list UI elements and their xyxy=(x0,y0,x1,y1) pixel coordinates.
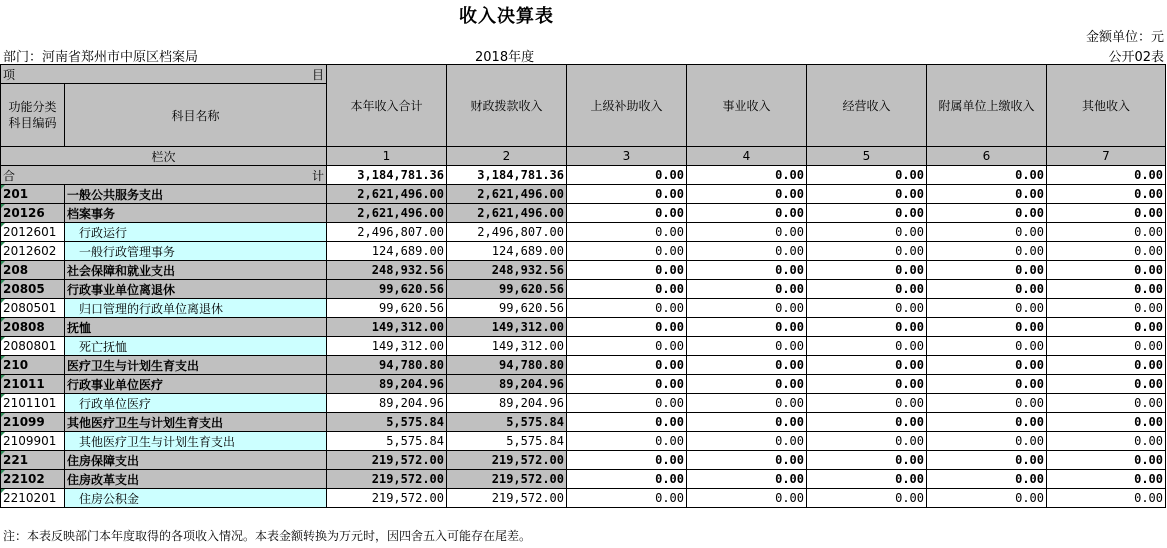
amount-cell: 0.00 xyxy=(1047,375,1166,394)
header-row-1 xyxy=(1,65,1166,84)
amount-cell: 0.00 xyxy=(1047,318,1166,337)
amount-cell: 99,620.56 xyxy=(447,299,567,318)
amount-cell: 0.00 xyxy=(687,356,807,375)
table-row xyxy=(1,356,1166,375)
department-label: 部门：河南省郑州市中原区档案局 xyxy=(3,50,199,65)
amount-cell: 0.00 xyxy=(927,280,1047,299)
amount-cell: 94,780.80 xyxy=(327,356,447,375)
amount-cell: 0.00 xyxy=(807,394,927,413)
col-number: 7 xyxy=(1047,147,1166,166)
form-number: 公开02表 xyxy=(1108,50,1164,65)
subject-code: 210 xyxy=(1,356,65,375)
subject-code: 2101101 xyxy=(1,394,65,413)
amount-cell: 0.00 xyxy=(1047,356,1166,375)
table-row xyxy=(1,489,1166,508)
amount-cell: 0.00 xyxy=(567,204,687,223)
amount-cell: 0.00 xyxy=(687,413,807,432)
subject-code: 21099 xyxy=(1,413,65,432)
subject-name: 行政事业单位医疗 xyxy=(65,375,327,394)
amount-cell: 0.00 xyxy=(927,451,1047,470)
amount-cell: 149,312.00 xyxy=(447,318,567,337)
amount-cell: 0.00 xyxy=(1047,223,1166,242)
amount-cell: 0.00 xyxy=(927,185,1047,204)
amount-cell: 2,496,807.00 xyxy=(327,223,447,242)
total-value: 0.00 xyxy=(927,166,1047,185)
lanci-label: 栏次 xyxy=(1,147,327,166)
func-code-header: 功能分类科目编码 xyxy=(1,84,65,147)
amount-cell: 0.00 xyxy=(1047,280,1166,299)
col-number: 4 xyxy=(687,147,807,166)
subject-code: 2012602 xyxy=(1,242,65,261)
amount-cell: 0.00 xyxy=(687,280,807,299)
amount-cell: 248,932.56 xyxy=(327,261,447,280)
amount-cell: 0.00 xyxy=(807,185,927,204)
amount-cell: 0.00 xyxy=(807,432,927,451)
amount-cell: 99,620.56 xyxy=(327,280,447,299)
amount-cell: 0.00 xyxy=(567,280,687,299)
xiang-label: 项 xyxy=(3,67,16,82)
total-value: 3,184,781.36 xyxy=(447,166,567,185)
table-row xyxy=(1,223,1166,242)
amount-cell: 0.00 xyxy=(1047,337,1166,356)
amount-cell: 0.00 xyxy=(927,432,1047,451)
amount-cell: 0.00 xyxy=(687,394,807,413)
amount-cell: 5,575.84 xyxy=(447,413,567,432)
amount-cell: 0.00 xyxy=(687,432,807,451)
amount-cell: 0.00 xyxy=(927,204,1047,223)
amount-cell: 124,689.00 xyxy=(327,242,447,261)
subject-code: 201 xyxy=(1,185,65,204)
amount-cell: 89,204.96 xyxy=(447,394,567,413)
amount-cell: 0.00 xyxy=(1047,470,1166,489)
amount-cell: 94,780.80 xyxy=(447,356,567,375)
amount-cell: 2,621,496.00 xyxy=(327,185,447,204)
amount-cell: 5,575.84 xyxy=(327,413,447,432)
amount-cell: 0.00 xyxy=(567,413,687,432)
total-value: 3,184,781.36 xyxy=(327,166,447,185)
amount-cell: 0.00 xyxy=(687,299,807,318)
amount-cell: 0.00 xyxy=(687,337,807,356)
subject-name: 抚恤 xyxy=(65,318,327,337)
amount-cell: 0.00 xyxy=(927,375,1047,394)
amount-cell: 0.00 xyxy=(567,489,687,508)
amount-cell: 219,572.00 xyxy=(327,470,447,489)
total-label-right: 计 xyxy=(311,168,324,183)
amount-cell: 0.00 xyxy=(687,489,807,508)
amount-cell: 0.00 xyxy=(1047,299,1166,318)
table-row xyxy=(1,413,1166,432)
subject-name: 社会保障和就业支出 xyxy=(65,261,327,280)
amount-cell: 5,575.84 xyxy=(447,432,567,451)
table-row xyxy=(1,394,1166,413)
amount-cell: 0.00 xyxy=(567,356,687,375)
amount-cell: 5,575.84 xyxy=(327,432,447,451)
amount-cell: 219,572.00 xyxy=(447,489,567,508)
subject-name: 住房公积金 xyxy=(65,489,327,508)
amount-cell: 0.00 xyxy=(807,299,927,318)
subject-name: 其他医疗卫生与计划生育支出 xyxy=(65,413,327,432)
amount-cell: 2,621,496.00 xyxy=(447,185,567,204)
col-number: 6 xyxy=(927,147,1047,166)
amount-cell: 89,204.96 xyxy=(327,375,447,394)
subject-name: 住房改革支出 xyxy=(65,470,327,489)
amount-cell: 0.00 xyxy=(807,337,927,356)
page-title: 收入决算表 xyxy=(459,6,554,27)
amount-cell: 0.00 xyxy=(927,318,1047,337)
amount-cell: 0.00 xyxy=(687,261,807,280)
col-header: 财政拨款收入 xyxy=(447,65,567,147)
col-header: 上级补助收入 xyxy=(567,65,687,147)
subject-code: 20805 xyxy=(1,280,65,299)
amount-cell: 2,621,496.00 xyxy=(327,204,447,223)
amount-cell: 0.00 xyxy=(567,223,687,242)
amount-cell: 0.00 xyxy=(807,413,927,432)
subject-name: 一般行政管理事务 xyxy=(65,242,327,261)
col-header: 附属单位上缴收入 xyxy=(927,65,1047,147)
mu-label: 目 xyxy=(311,67,324,82)
subject-name: 行政单位医疗 xyxy=(65,394,327,413)
subject-name-header: 科目名称 xyxy=(65,84,327,147)
amount-cell: 0.00 xyxy=(927,470,1047,489)
amount-cell: 0.00 xyxy=(567,299,687,318)
amount-cell: 0.00 xyxy=(687,223,807,242)
amount-cell: 0.00 xyxy=(807,204,927,223)
subject-code: 2012601 xyxy=(1,223,65,242)
amount-cell: 0.00 xyxy=(1047,185,1166,204)
subject-code: 22102 xyxy=(1,470,65,489)
amount-cell: 0.00 xyxy=(687,375,807,394)
amount-cell: 2,621,496.00 xyxy=(447,204,567,223)
amount-cell: 0.00 xyxy=(807,489,927,508)
subject-name: 行政事业单位离退休 xyxy=(65,280,327,299)
amount-cell: 0.00 xyxy=(567,451,687,470)
amount-cell: 0.00 xyxy=(807,451,927,470)
amount-cell: 0.00 xyxy=(927,394,1047,413)
amount-cell: 0.00 xyxy=(927,299,1047,318)
table-row xyxy=(1,318,1166,337)
amount-cell: 0.00 xyxy=(567,318,687,337)
amount-cell: 0.00 xyxy=(927,489,1047,508)
amount-cell: 89,204.96 xyxy=(327,394,447,413)
amount-cell: 89,204.96 xyxy=(447,375,567,394)
amount-cell: 0.00 xyxy=(687,204,807,223)
table-row xyxy=(1,432,1166,451)
amount-cell: 0.00 xyxy=(927,337,1047,356)
subject-name: 死亡抚恤 xyxy=(65,337,327,356)
subject-code: 2109901 xyxy=(1,432,65,451)
table-row xyxy=(1,470,1166,489)
amount-cell: 0.00 xyxy=(807,375,927,394)
amount-cell: 0.00 xyxy=(807,470,927,489)
total-row xyxy=(1,166,1166,185)
subject-code: 221 xyxy=(1,451,65,470)
col-number: 5 xyxy=(807,147,927,166)
lanci-row xyxy=(1,147,1166,166)
total-label xyxy=(1,166,327,185)
amount-cell: 0.00 xyxy=(1047,451,1166,470)
amount-unit: 金额单位：元 xyxy=(1085,30,1164,45)
income-table xyxy=(0,64,1166,508)
subject-name: 行政运行 xyxy=(65,223,327,242)
subject-name: 归口管理的行政单位离退休 xyxy=(65,299,327,318)
year-label: 2018年度 xyxy=(475,50,535,65)
col-header: 其他收入 xyxy=(1047,65,1166,147)
amount-cell: 0.00 xyxy=(1047,204,1166,223)
amount-cell: 0.00 xyxy=(567,185,687,204)
col-number: 1 xyxy=(327,147,447,166)
table-row xyxy=(1,299,1166,318)
table-row xyxy=(1,337,1166,356)
subject-code: 2210201 xyxy=(1,489,65,508)
amount-cell: 248,932.56 xyxy=(447,261,567,280)
amount-cell: 0.00 xyxy=(687,318,807,337)
amount-cell: 149,312.00 xyxy=(327,337,447,356)
amount-cell: 0.00 xyxy=(567,432,687,451)
total-value: 0.00 xyxy=(687,166,807,185)
amount-cell: 0.00 xyxy=(807,261,927,280)
amount-cell: 0.00 xyxy=(927,356,1047,375)
amount-cell: 0.00 xyxy=(567,394,687,413)
amount-cell: 0.00 xyxy=(1047,432,1166,451)
amount-cell: 149,312.00 xyxy=(447,337,567,356)
subject-name: 档案事务 xyxy=(65,204,327,223)
table-row xyxy=(1,242,1166,261)
amount-cell: 219,572.00 xyxy=(447,470,567,489)
amount-cell: 2,496,807.00 xyxy=(447,223,567,242)
amount-cell: 0.00 xyxy=(1047,242,1166,261)
table-row xyxy=(1,204,1166,223)
table-row xyxy=(1,375,1166,394)
amount-cell: 0.00 xyxy=(927,261,1047,280)
amount-cell: 0.00 xyxy=(807,280,927,299)
amount-cell: 0.00 xyxy=(567,470,687,489)
amount-cell: 0.00 xyxy=(687,185,807,204)
col-number: 3 xyxy=(567,147,687,166)
amount-cell: 99,620.56 xyxy=(447,280,567,299)
xiang-mu-cell xyxy=(1,65,327,84)
amount-cell: 0.00 xyxy=(1047,489,1166,508)
subject-code: 20126 xyxy=(1,204,65,223)
subject-name: 一般公共服务支出 xyxy=(65,185,327,204)
amount-cell: 0.00 xyxy=(807,318,927,337)
amount-cell: 0.00 xyxy=(1047,394,1166,413)
amount-cell: 0.00 xyxy=(927,223,1047,242)
total-value: 0.00 xyxy=(1047,166,1166,185)
amount-cell: 0.00 xyxy=(807,356,927,375)
subject-code: 208 xyxy=(1,261,65,280)
table-row xyxy=(1,451,1166,470)
amount-cell: 149,312.00 xyxy=(327,318,447,337)
amount-cell: 219,572.00 xyxy=(447,451,567,470)
subject-name: 其他医疗卫生与计划生育支出 xyxy=(65,432,327,451)
amount-cell: 0.00 xyxy=(567,261,687,280)
amount-cell: 0.00 xyxy=(807,242,927,261)
total-label-left: 合 xyxy=(3,168,16,183)
amount-cell: 0.00 xyxy=(687,242,807,261)
amount-cell: 0.00 xyxy=(567,375,687,394)
amount-cell: 0.00 xyxy=(1047,261,1166,280)
amount-cell: 124,689.00 xyxy=(447,242,567,261)
subject-code: 20808 xyxy=(1,318,65,337)
amount-cell: 0.00 xyxy=(687,451,807,470)
table-row xyxy=(1,185,1166,204)
subject-code: 2080501 xyxy=(1,299,65,318)
col-header: 本年收入合计 xyxy=(327,65,447,147)
col-header: 经营收入 xyxy=(807,65,927,147)
subject-name: 住房保障支出 xyxy=(65,451,327,470)
amount-cell: 0.00 xyxy=(807,223,927,242)
amount-cell: 0.00 xyxy=(927,242,1047,261)
table-row xyxy=(1,261,1166,280)
col-number: 2 xyxy=(447,147,567,166)
col-header: 事业收入 xyxy=(687,65,807,147)
total-value: 0.00 xyxy=(807,166,927,185)
amount-cell: 0.00 xyxy=(567,242,687,261)
subject-code: 21011 xyxy=(1,375,65,394)
amount-cell: 0.00 xyxy=(927,413,1047,432)
amount-cell: 0.00 xyxy=(1047,413,1166,432)
subject-code: 2080801 xyxy=(1,337,65,356)
subject-name: 医疗卫生与计划生育支出 xyxy=(65,356,327,375)
amount-cell: 219,572.00 xyxy=(327,451,447,470)
amount-cell: 99,620.56 xyxy=(327,299,447,318)
table-row xyxy=(1,280,1166,299)
amount-cell: 0.00 xyxy=(687,470,807,489)
footnote: 注：本表反映部门本年度取得的各项收入情况。本表金额转换为万元时，因四舍五入可能存在尾差。 xyxy=(3,529,532,543)
amount-cell: 0.00 xyxy=(567,337,687,356)
amount-cell: 219,572.00 xyxy=(327,489,447,508)
total-value: 0.00 xyxy=(567,166,687,185)
